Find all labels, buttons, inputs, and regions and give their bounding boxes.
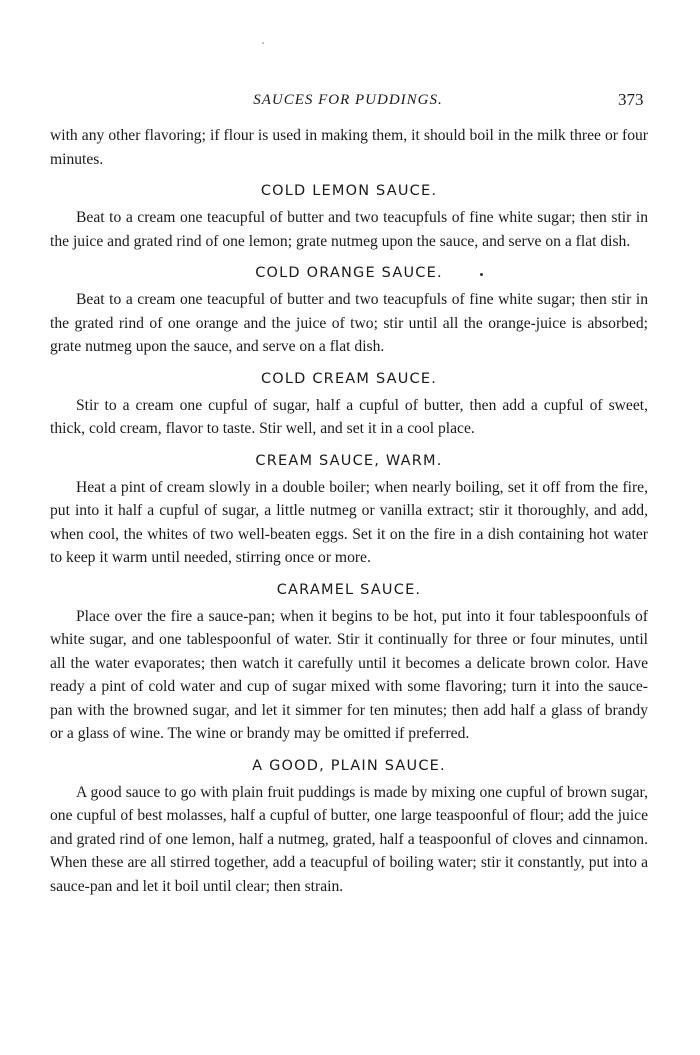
page-body <box>50 124 648 898</box>
recipe-text-cold-orange-sauce: Beat to a cream one teacupful of butter and two teacupfuls of fine white sugar; then stir in the grated rind of one orange and the juice of two; stir until all the orange-juice is absorbed; grate nutmeg upon the sauce, and serve on a flat dish. <box>50 291 648 355</box>
recipe-title-cream-sauce-warm: CREAM SAUCE, WARM. <box>255 452 443 469</box>
recipe-text-cream-sauce-warm: Heat a pint of cream slowly in a double boiler; when nearly boiling, set it off from the fire, put into it half a cupful of sugar, a little nutmeg or vanilla extract; stir it thoroughly, and add, when cool, the whites of two well-beaten eggs. Set it on the fire in a dish containing hot water to keep it warm until needed, stirring once or more. <box>50 478 648 566</box>
ink-speck <box>480 273 483 276</box>
continuation-paragraph: with any other flavoring; if flour is used in making them, it should boil in the milk three or four minutes. <box>50 127 648 168</box>
recipe-title-cold-orange-sauce: COLD ORANGE SAUCE. <box>255 265 443 281</box>
recipe-text-cold-cream-sauce: Stir to a cream one cupful of sugar, half a cupful of butter, then add a cupful of sweet, thick, cold cream, flavor to taste. Stir well, and set it in a cool place. <box>50 396 648 437</box>
recipe-title-cold-cream-sauce: COLD CREAM SAUCE. <box>260 370 438 387</box>
recipe-text-cold-lemon-sauce: Beat to a cream one teacupful of butter and two teacupfuls of fine white sugar; then stir in the juice and grated rind of one lemon; grate nutmeg upon the sauce, and serve on a flat dish. <box>50 209 648 250</box>
recipe-text-good-plain-sauce: A good sauce to go with plain fruit puddings is made by mixing one cupful of brown sugar, one cupful of best molasses, half a cupful of butter, one large teaspoonful of flour; add the juice and grated rind of one lemon, half a nutmeg, grated, half a teaspoonful of cloves and cinnamon. When these are all stirred together, add a teacupful of boiling water; stir it constantly, put into a sauce-pan and let it boil until clear; then strain. <box>50 783 648 895</box>
running-title: SAUCES FOR PUDDINGS. <box>253 92 443 108</box>
recipe-text-caramel-sauce: Place over the fire a sauce-pan; when it begins to be hot, put into it four tablespoonfuls of white sugar, and one tablespoonful of water. Stir it continually for three or four minutes, until all the water evaporates; then watch it carefully until it becomes a delicate brown color. Have ready a pint of cold water and cup of sugar mixed with some flavoring; turn it into the sauce-pan with the browned sugar, and let it simmer for ten minutes; then add half a glass of brandy or a glass of wine. The wine or brandy may be omitted if preferred. <box>50 607 648 742</box>
recipe-title-good-plain-sauce: A GOOD, PLAIN SAUCE. <box>252 757 446 774</box>
ink-speck <box>262 42 264 44</box>
page-number: 373 <box>618 90 644 109</box>
recipe-title-cold-lemon-sauce: COLD LEMON SAUCE. <box>260 183 438 199</box>
recipe-title-caramel-sauce: CARAMEL SAUCE. <box>276 581 422 598</box>
